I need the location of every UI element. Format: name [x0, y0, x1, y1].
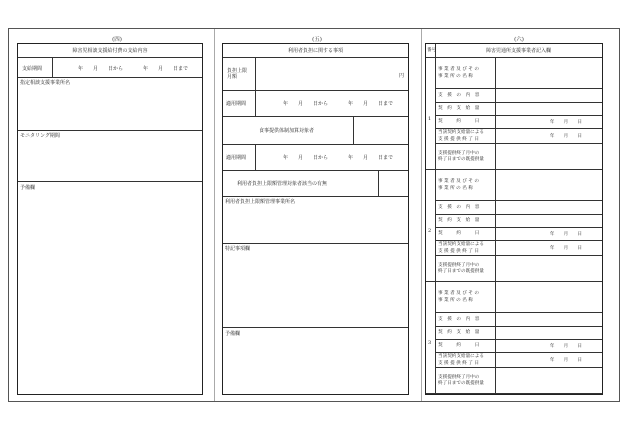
block-row: [435, 313, 602, 327]
provided-amount-label: 支援提供終了月中の 終了日までの既提供量: [438, 262, 484, 274]
provided-amount-label: 支援提供終了月中の 終了日までの既提供量: [438, 374, 484, 386]
panel-5: [222, 43, 409, 395]
panel-4: [17, 43, 203, 395]
apply-period-2-row: [223, 145, 408, 171]
panel-4-heading: (四): [112, 37, 122, 43]
contract-date-value: 年 月 日: [549, 231, 582, 237]
apply-period-row: [223, 91, 408, 117]
block-row: [435, 144, 602, 170]
service-label: 支 援 の 内 容: [438, 204, 480, 210]
block-row: [435, 58, 602, 89]
notes-label: 予備欄: [20, 185, 36, 191]
block-number: 1: [428, 116, 432, 122]
amount-label: 契 約 支 給 量: [438, 330, 480, 336]
block-row: [435, 340, 602, 353]
contract-date-value: 年 月 日: [549, 119, 582, 125]
service-label: 支 援 の 内 容: [438, 92, 480, 98]
end-date-value: 年 月 日: [549, 357, 582, 363]
block-row: [435, 256, 602, 282]
apply-period-label: 適用期間: [226, 101, 247, 107]
cap-row: [223, 58, 408, 91]
office-name-label: 指定相談支援事業所名: [20, 80, 71, 86]
end-date-value: 年 月 日: [549, 133, 582, 139]
block-row: [435, 116, 602, 129]
cap-label: 負担上限 月額: [227, 68, 248, 81]
block-row: [435, 327, 602, 340]
number-column-header: 番号: [427, 48, 437, 53]
monitoring-label: モニタリング期間: [20, 133, 60, 139]
block-row: [435, 103, 602, 116]
mgmt-office-label: 利用者負担上限額管理事業所名: [225, 199, 296, 205]
block-row: [435, 201, 602, 215]
amount-label: 契 約 支 給 量: [438, 218, 480, 224]
block-number: 3: [428, 340, 432, 346]
block-row: [435, 215, 602, 228]
provided-amount-label: 支援提供終了月中の 終了日までの既提供量: [438, 150, 484, 162]
contract-date-label: 契 約 日: [438, 343, 480, 349]
provider-name-label: 事 業 者 及 び そ の 事 業 所 の 名 称: [438, 67, 479, 79]
end-date-label: 当該契約支給量による 支 援 提 供 終 了 日: [438, 354, 484, 366]
block-number: 2: [428, 228, 432, 234]
meal-row: [223, 117, 408, 145]
apply-period-2-label: 適用期間: [226, 155, 247, 161]
block-row: [435, 89, 602, 103]
mgmt-office-row: [223, 197, 408, 244]
block-row: [435, 368, 602, 394]
panel-4-title: 障害児相談支援給付費の支給内容: [72, 48, 148, 54]
special-notes-row: [223, 244, 408, 328]
mgmt-row: [223, 171, 408, 197]
contract-date-label: 契 約 日: [438, 119, 480, 125]
panel-5-title: 利用者負担に関する事項: [287, 48, 343, 54]
provider-name-label: 事 業 者 及 び そ の 事 業 所 の 名 称: [438, 179, 479, 191]
support-period-value: 年 月 日から 年 月 日まで: [78, 66, 189, 72]
end-date-label: 当該契約支給量による 支 援 提 供 終 了 日: [438, 242, 484, 254]
fold-line: [214, 29, 215, 401]
support-period-row: [18, 58, 202, 78]
service-label: 支 援 の 内 容: [438, 316, 480, 322]
end-date-label: 当該契約支給量による 支 援 提 供 終 了 日: [438, 130, 484, 142]
support-period-label: 支給期間: [22, 66, 43, 72]
office-name-row: [18, 78, 202, 131]
panel-6-title: 障害児通所支援事業者記入欄: [486, 48, 552, 54]
apply-period-2-value: 年 月 日から 年 月 日まで: [283, 155, 394, 161]
contract-date-value: 年 月 日: [549, 343, 582, 349]
block-row: [435, 129, 602, 144]
meal-label: 食事提供体制加算対象者: [259, 128, 315, 134]
yen-label: 円: [398, 73, 404, 79]
block-row: [435, 241, 602, 256]
panel-4-title-row: [18, 44, 202, 58]
amount-label: 契 約 支 給 量: [438, 106, 480, 112]
block-row: [435, 170, 602, 201]
provider-name-label: 事 業 者 及 び そ の 事 業 所 の 名 称: [438, 291, 479, 303]
block-row: [435, 282, 602, 313]
panel-6-title-row: [426, 44, 602, 58]
block-row: [435, 228, 602, 241]
panel-6-heading: (六): [514, 37, 524, 43]
mgmt-label: 利用者負担上限額管理対象者該当の有無: [237, 181, 328, 187]
special-notes-label: 特記事項欄: [225, 246, 251, 252]
end-date-value: 年 月 日: [549, 245, 582, 251]
fold-line: [421, 29, 422, 401]
panel-6: [425, 43, 603, 395]
panel-5-heading: (五): [312, 37, 322, 43]
monitoring-row: [18, 131, 202, 182]
block-row: [435, 353, 602, 368]
panel-5-title-row: [223, 44, 408, 58]
apply-period-value: 年 月 日から 年 月 日まで: [283, 101, 394, 107]
notes-label: 予備欄: [225, 331, 241, 337]
contract-date-label: 契 約 日: [438, 231, 480, 237]
